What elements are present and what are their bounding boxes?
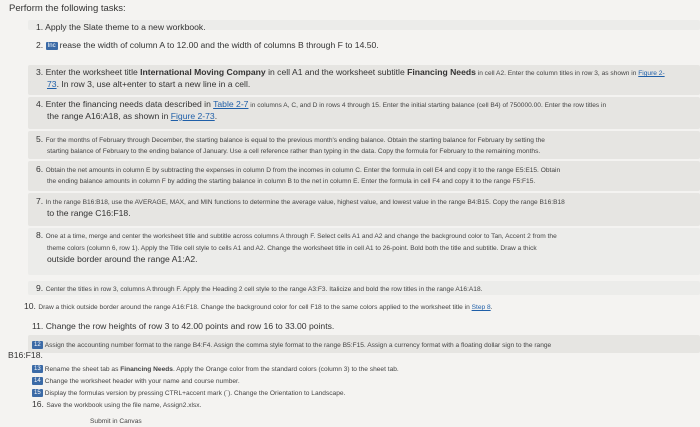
task-8 bbox=[36, 230, 557, 242]
task-text: Change the row heights of row 3 to 42.00 points and row 16 to 33.00 points. bbox=[45, 321, 335, 331]
table-link[interactable]: Table 2-7 bbox=[213, 99, 249, 109]
task-number: 3. bbox=[36, 67, 44, 77]
task-number: 7. bbox=[36, 196, 44, 206]
selection-badge: 13 bbox=[34, 366, 41, 372]
task-number: 9. bbox=[36, 283, 44, 293]
task-text-small: in columns A, C, and D in rows 4 through 15. Enter the initial starting balance (cell B4) of 750000.00. Enter the row titles in bbox=[248, 102, 607, 109]
task-text: outside border around the range A1:A2. bbox=[47, 254, 198, 264]
task-bold-text: Financing Needs bbox=[407, 67, 476, 77]
task-text: rease the width of column A to 12.00 and the width of columns B through F to 14.50. bbox=[59, 40, 379, 50]
task-4-line-2 bbox=[47, 111, 217, 122]
task-15 bbox=[32, 387, 345, 399]
task-number: 6. bbox=[36, 164, 44, 174]
task-text-small: For the months of February through December, the starting balance is equal to the previous month's ending balance. Obtain the starting balance for February by setting the bbox=[45, 137, 545, 144]
selection-badge: 15 bbox=[34, 390, 41, 396]
task-text-small: In the range B16:B18, use the AVERAGE, MAX, and MIN functions to determine the average value, highest value, and lowest value in the range B4:B15. Copy the range B16:B18 bbox=[45, 199, 565, 206]
task-4 bbox=[36, 99, 606, 111]
task-text-small: Draw a thick outside border around the range A16:F18. Change the background color for cell F18 to the same colors applied to the worksheet title in bbox=[38, 304, 472, 311]
task-number: 16. bbox=[32, 399, 44, 409]
footer-label: Submit in Canvas bbox=[90, 418, 142, 425]
task-text-small: in cell A2. Enter the column titles in row 3, as shown in bbox=[475, 70, 639, 77]
task-7-line-2 bbox=[47, 208, 131, 219]
task-text: B16:F18. bbox=[8, 350, 43, 360]
task-8-line-3 bbox=[47, 254, 198, 265]
task-number: 8. bbox=[36, 230, 44, 240]
task-3 bbox=[36, 67, 665, 79]
task-number: 5. bbox=[36, 134, 44, 144]
task-text-small: Change the worksheet header with your name and course number. bbox=[44, 378, 240, 385]
task-text-small: Assign the accounting number format to the range B4:F4. Assign the comma style format to the range B5:F15. Assign a currency format with a floating dollar sign to the range bbox=[44, 342, 552, 349]
selection-badge: Inc bbox=[47, 43, 56, 49]
figure-link[interactable]: Figure 2-73 bbox=[170, 111, 215, 121]
task-2 bbox=[36, 40, 379, 51]
task-text-small: theme colors (column 6, row 1). Apply the Title cell style to cells A1 and A2. Change the worksheet title in cell A1 to 26-point. Bold both the title and subtitle. Draw a thick bbox=[47, 245, 537, 252]
task-text: Enter the worksheet title bbox=[45, 67, 141, 77]
selection-badge: 14 bbox=[34, 378, 41, 384]
task-12-line-2 bbox=[8, 350, 43, 361]
task-number: 4. bbox=[36, 99, 44, 109]
task-13 bbox=[32, 363, 399, 375]
task-text-small: Obtain the net amounts in column E by subtracting the expenses in column D from the incomes in column C. Enter the formula in cell E4 and copy it to the range E5:E15. Obtain bbox=[45, 167, 561, 174]
task-text: Enter the financing needs data described in bbox=[45, 99, 214, 109]
task-number: 2. bbox=[36, 40, 44, 50]
task-text-small: Display the formulas version by pressing CTRL+accent mark (`). Change the Orientation to Landscape. bbox=[44, 390, 346, 397]
figure-link[interactable]: Figure 2- bbox=[638, 70, 665, 77]
page-heading: Perform the following tasks: bbox=[9, 3, 126, 14]
task-text: to the range C16:F18. bbox=[47, 208, 131, 218]
task-text: Apply the Slate theme to a new workbook. bbox=[45, 22, 206, 32]
task-6-line-2 bbox=[47, 175, 535, 187]
task-3-line-2 bbox=[47, 79, 250, 90]
task-text-small: . bbox=[490, 304, 493, 311]
task-number: 10. bbox=[24, 301, 36, 311]
task-text-small: One at a time, merge and center the worksheet title and subtitle across columns A through F. Select cells A1 and A2 and change the background color to Tan, Accent 2 from the bbox=[45, 233, 557, 240]
task-text-small: Rename the sheet tab as bbox=[44, 366, 121, 373]
task-16 bbox=[32, 399, 201, 411]
figure-link[interactable]: 73 bbox=[47, 79, 57, 89]
task-bold-text: International Moving Company bbox=[140, 67, 266, 77]
step-link[interactable]: Step 8 bbox=[471, 304, 491, 311]
task-number: 11. bbox=[32, 321, 44, 331]
task-10 bbox=[24, 301, 493, 313]
task-text: the range A16:A18, as shown in bbox=[47, 111, 171, 121]
task-9 bbox=[36, 283, 482, 295]
footer-text bbox=[90, 415, 142, 427]
task-text-small: Save the workbook using the file name, Assign2.xlsx. bbox=[46, 402, 202, 409]
task-number: 1. bbox=[36, 22, 44, 32]
task-text-small: Center the titles in row 3, columns A through F. Apply the Heading 2 cell style to the range A3:F3. Italicize and bold the row titles in the range A16:A18. bbox=[45, 286, 483, 293]
task-12 bbox=[32, 339, 551, 351]
task-text-small: the ending balance amounts in column F by adding the starting balance in column B to the net in column E. Enter the formula in cell F4 and copy it to the range F5:F15. bbox=[47, 178, 536, 185]
task-text-small: . Apply the Orange color from the standard colors (column 3) to the sheet tab. bbox=[172, 366, 399, 373]
task-text: in cell A1 and the worksheet subtitle bbox=[265, 67, 408, 77]
task-5-line-2 bbox=[47, 145, 540, 157]
task-text-small: starting balance of February to the ending balance of January. Use a cell reference rather than typing in the data. Copy the formula for February to the remaining months. bbox=[47, 148, 541, 155]
task-1 bbox=[36, 22, 206, 33]
task-bold-text: Financing Needs bbox=[120, 366, 173, 373]
task-8-line-2 bbox=[47, 242, 537, 254]
task-text: . bbox=[214, 111, 218, 121]
task-7 bbox=[36, 196, 565, 208]
selection-badge: 12 bbox=[34, 342, 41, 348]
task-11 bbox=[32, 321, 334, 332]
task-text: . In row 3, use alt+enter to start a new line in a cell. bbox=[56, 79, 251, 89]
task-14 bbox=[32, 375, 240, 387]
